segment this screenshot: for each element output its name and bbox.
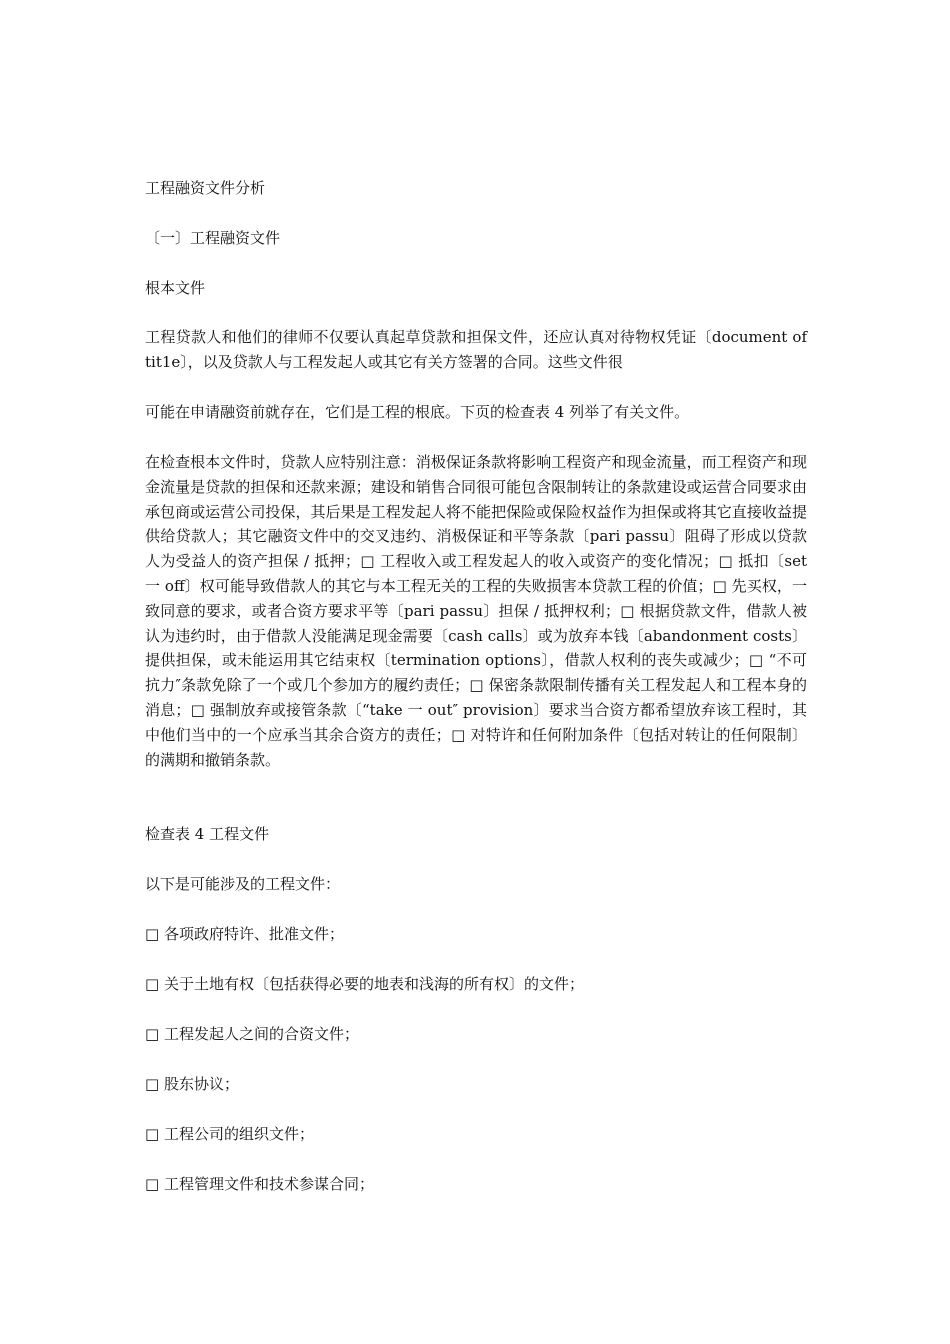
- paragraph-2: 可能在申请融资前就存在，它们是工程的根底。下页的检查表 4 列举了有关文件。: [145, 403, 690, 421]
- list-item: □ 各项政府特许、批准文件；: [145, 925, 344, 943]
- list-item: □ 工程公司的组织文件；: [145, 1125, 314, 1143]
- paragraph-3: 在检查根本文件时，贷款人应特别注意：消极保证条款将影响工程资产和现金流量，而工程资产和现金流量是贷款的担保和还款来源；建设和销售合同很可能包含限制转让的条款建设或运营合同要求由承包商或运营公司投保，其后果是工程发起人将不能把保险或保险权益作为担保或将其它直接收益提供给贷款人；其它融资文件中的交叉违约、消极保证和平等条款〔pari passu〕阻碍了形成以贷款人为受益人的资产担保 / 抵押；□ 工程收入或工程发起人的收入或资产的变化情况；□ 抵扣〔set 一 off〕权可能导致借款人的其它与本工程无关的工程的失败损害本贷款工程的价值；□ 先买权，一致同意的要求，或者合资方要求平等〔pari passu〕担保 / 抵押权利；□ 根据贷款文件，借款人被认为违约时，由于借款人没能满足现金需要〔cash calls〕或为放弃本钱〔abandonment costs〕提供担保，或未能运用其它结束权〔termination options〕，借款人权利的丧失或减少；□ “不可抗力″条款免除了一个或几个参加方的履约责任；□ 保密条款限制传播有关工程发起人和工程本身的消息；□ 强制放弃或接管条款〔“take 一 out″ provision〕要求当合资方都希望放弃该工程时，其中他们当中的一个应承当其余合资方的责任；□ 对特许和任何附加条件〔包括对转让的任何限制〕的满期和撤销条款。: [145, 453, 807, 769]
- checklist-title: 检查表 4 工程文件: [145, 825, 270, 843]
- list-item: □ 工程发起人之间的合资文件；: [145, 1025, 359, 1043]
- paragraph-1: 工程贷款人和他们的律师不仅要认真起草贷款和担保文件，还应认真对待物权凭证〔document of tit1e〕，以及贷款人与工程发起人或其它有关方签署的合同。这些文件很: [145, 328, 807, 371]
- document-title: 工程融资文件分析: [145, 179, 266, 197]
- list-item: □ 关于土地有权〔包括获得必要的地表和浅海的所有权〕的文件；: [145, 975, 584, 993]
- section-heading: 〔一〕工程融资文件: [145, 229, 281, 247]
- subheading: 根本文件: [145, 279, 206, 297]
- checklist-intro: 以下是可能涉及的工程文件：: [145, 875, 341, 893]
- list-item: □ 工程管理文件和技术参谋合同；: [145, 1175, 374, 1193]
- list-item: □ 股东协议；: [145, 1075, 239, 1093]
